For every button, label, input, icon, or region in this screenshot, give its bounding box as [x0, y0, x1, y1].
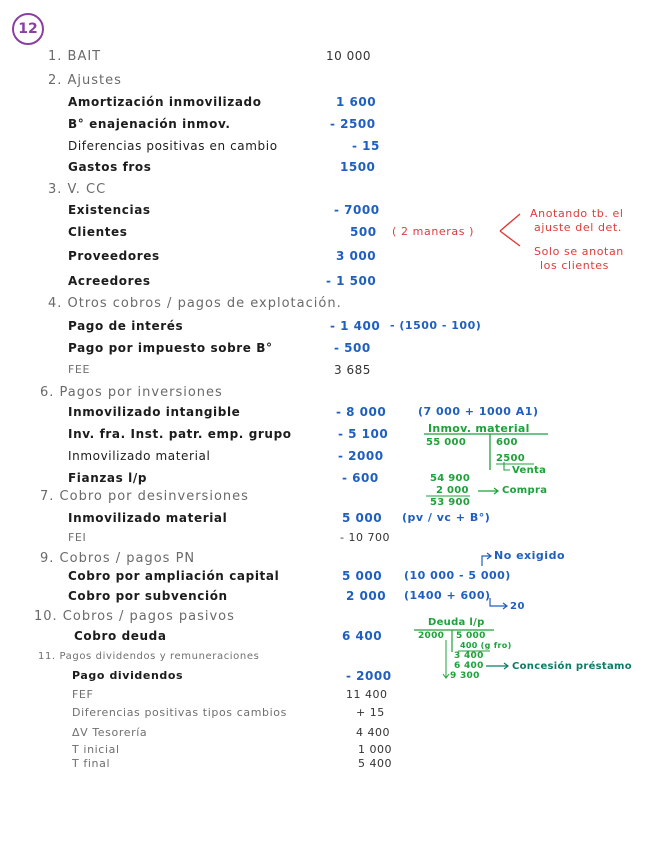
row-value-inv-grupo: - 5 100 — [338, 427, 389, 441]
note-dos-maneras: ( 2 maneras ) — [392, 225, 475, 238]
row-value-fee: 3 685 — [334, 363, 371, 377]
note-red-ajuste: ajuste del det. — [534, 221, 622, 234]
note-interes-calc: - (1500 - 100) — [390, 319, 482, 332]
row-label-gastos-fros: Gastos fros — [68, 160, 152, 174]
row-value-fianzas: - 600 — [342, 471, 379, 485]
row-value-variacion-tesoreria: 4 400 — [356, 726, 390, 739]
t-inmov-compra-label: Compra — [502, 485, 548, 496]
row-value-gastos-fros: 1500 — [340, 160, 376, 174]
row-label-fee: FEE — [68, 363, 91, 376]
row-label-t-final: T final — [72, 757, 111, 770]
t-deuda-right-value-2: 400 (g fro) — [460, 641, 512, 650]
row-label-pago-impuesto: Pago por impuesto sobre B° — [68, 341, 273, 355]
t-deuda-sum-1: 3 400 — [454, 651, 484, 661]
row-label-existencias: Existencias — [68, 203, 151, 217]
row-label-diferencias-cambio: Diferencias positivas en cambio — [68, 139, 278, 153]
row-value-diferencias-cambio: - 15 — [352, 139, 380, 153]
row-value-ampliacion-capital: 5 000 — [342, 569, 383, 583]
row-value-pago-interes: - 1 400 — [330, 319, 381, 333]
section-header-ajustes: 2. Ajustes — [48, 73, 122, 88]
t-inmov-title: Inmov. material — [428, 422, 530, 435]
t-deuda-left-value: 2000 — [418, 631, 445, 641]
note-red-anotando: Anotando tb. el — [530, 207, 624, 220]
row-value-acreedores: - 1 500 — [326, 274, 377, 288]
row-label-proveedores: Proveedores — [68, 249, 160, 263]
row-value-amortizacion: 1 600 — [336, 95, 377, 109]
row-value-dif-tipos-cambio: + 15 — [356, 706, 385, 719]
exercise-number-badge: 12 — [12, 13, 44, 45]
note-red-solo: Solo se anotan — [534, 245, 624, 258]
row-label-fei: FEI — [68, 531, 87, 544]
row-value-fei: - 10 700 — [340, 531, 390, 544]
row-label-inmov-intangible: Inmovilizado intangible — [68, 405, 241, 419]
row-label-pago-interes: Pago de interés — [68, 319, 184, 333]
t-deuda-title: Deuda l/p — [428, 617, 485, 628]
row-label-bait: 1. BAIT — [48, 49, 102, 64]
row-value-t-inicial: 1 000 — [358, 743, 392, 756]
row-label-inmov-material-cobro: Inmovilizado material — [68, 511, 228, 525]
t-deuda-sum-2: 6 400 — [454, 661, 484, 671]
arrow-20-icon — [490, 598, 507, 609]
concesion-arrow-icon — [486, 663, 508, 669]
row-value-pago-dividendos: - 2000 — [346, 669, 392, 683]
section-header-cobros-pn: 9. Cobros / pagos PN — [40, 551, 196, 566]
row-value-bait: 10 000 — [326, 49, 371, 63]
row-value-subvencion: 2 000 — [346, 589, 387, 603]
note-ampliacion-calc: (10 000 - 5 000) — [404, 569, 511, 582]
row-label-ampliacion-capital: Cobro por ampliación capital — [68, 569, 280, 583]
row-value-b-enajenacion: - 2500 — [330, 117, 376, 131]
row-value-inmov-material-pago: - 2000 — [338, 449, 384, 463]
row-value-pago-impuesto: - 500 — [334, 341, 371, 355]
note-no-exigido: No exigido — [494, 549, 565, 562]
t-inmov-right-value-1: 600 — [496, 437, 518, 448]
t-deuda-right-value-1: 5 000 — [456, 631, 486, 641]
row-label-acreedores: Acreedores — [68, 274, 151, 288]
section-header-cobro-desinversiones: 7. Cobro por desinversiones — [40, 489, 249, 504]
t-deuda-down-arrow-icon — [443, 640, 449, 678]
t-deuda-sum-3: 9 300 — [450, 671, 480, 681]
row-value-proveedores: 3 000 — [336, 249, 377, 263]
t-inmov-left-value: 55 000 — [426, 437, 467, 448]
row-label-pago-dividendos: Pago dividendos — [72, 669, 184, 682]
note-subvencion-calc: (1400 + 600) — [404, 589, 491, 602]
t-inmov-right-value-2: 2500 — [496, 453, 526, 464]
t-inmov-sum-1: 54 900 — [430, 473, 471, 484]
no-exigido-arrow-icon — [482, 553, 491, 566]
row-value-cobro-deuda: 6 400 — [342, 629, 383, 643]
section-header-pagos-inversiones: 6. Pagos por inversiones — [40, 385, 223, 400]
row-label-inv-grupo: Inv. fra. Inst. patr. emp. grupo — [68, 427, 292, 441]
t-inmov-venta-label: Venta — [512, 465, 547, 476]
row-label-dif-tipos-cambio: Diferencias positivas tipos cambios — [72, 706, 287, 719]
row-value-fef: 11 400 — [346, 688, 388, 701]
row-label-fianzas: Fianzas l/p — [68, 471, 148, 485]
row-value-inmov-intangible: - 8 000 — [336, 405, 387, 419]
row-value-inmov-material-cobro: 5 000 — [342, 511, 383, 525]
note-desinversion-calc: (pv / vc + B°) — [402, 511, 491, 524]
section-header-vcc: 3. V. CC — [48, 182, 107, 197]
compra-arrow-icon — [478, 488, 498, 494]
row-label-fef: FEF — [72, 688, 94, 701]
row-value-existencias: - 7000 — [334, 203, 380, 217]
row-label-inmov-material-pago: Inmovilizado material — [68, 449, 211, 463]
row-label-cobro-deuda: Cobro deuda — [74, 629, 167, 643]
row-label-subvencion: Cobro por subvención — [68, 589, 228, 603]
section-header-otros-cobros: 4. Otros cobros / pagos de explotación. — [48, 296, 342, 311]
note-arrow-20: 20 — [510, 601, 525, 612]
row-label-variacion-tesoreria: ΔV Tesorería — [72, 726, 148, 739]
t-inmov-sum-3: 53 900 — [430, 497, 471, 508]
red-brace-icon — [500, 214, 520, 246]
section-header-cobros-pasivos: 10. Cobros / pagos pasivos — [34, 609, 235, 624]
note-red-clientes: los clientes — [540, 259, 609, 272]
row-value-clientes: 500 — [350, 225, 377, 239]
row-label-amortizacion: Amortización inmovilizado — [68, 95, 262, 109]
row-value-t-final: 5 400 — [358, 757, 392, 770]
note-intangible-calc: (7 000 + 1000 A1) — [418, 405, 539, 418]
t-inmov-sum-2: 2 000 — [436, 485, 469, 496]
row-label-b-enajenacion: B° enajenación inmov. — [68, 117, 231, 131]
row-label-clientes: Clientes — [68, 225, 128, 239]
row-label-t-inicial: T inicial — [72, 743, 120, 756]
section-header-pagos-dividendos: 11. Pagos dividendos y remuneraciones — [38, 651, 260, 662]
t-deuda-concesion-label: Concesión préstamo — [512, 661, 632, 672]
